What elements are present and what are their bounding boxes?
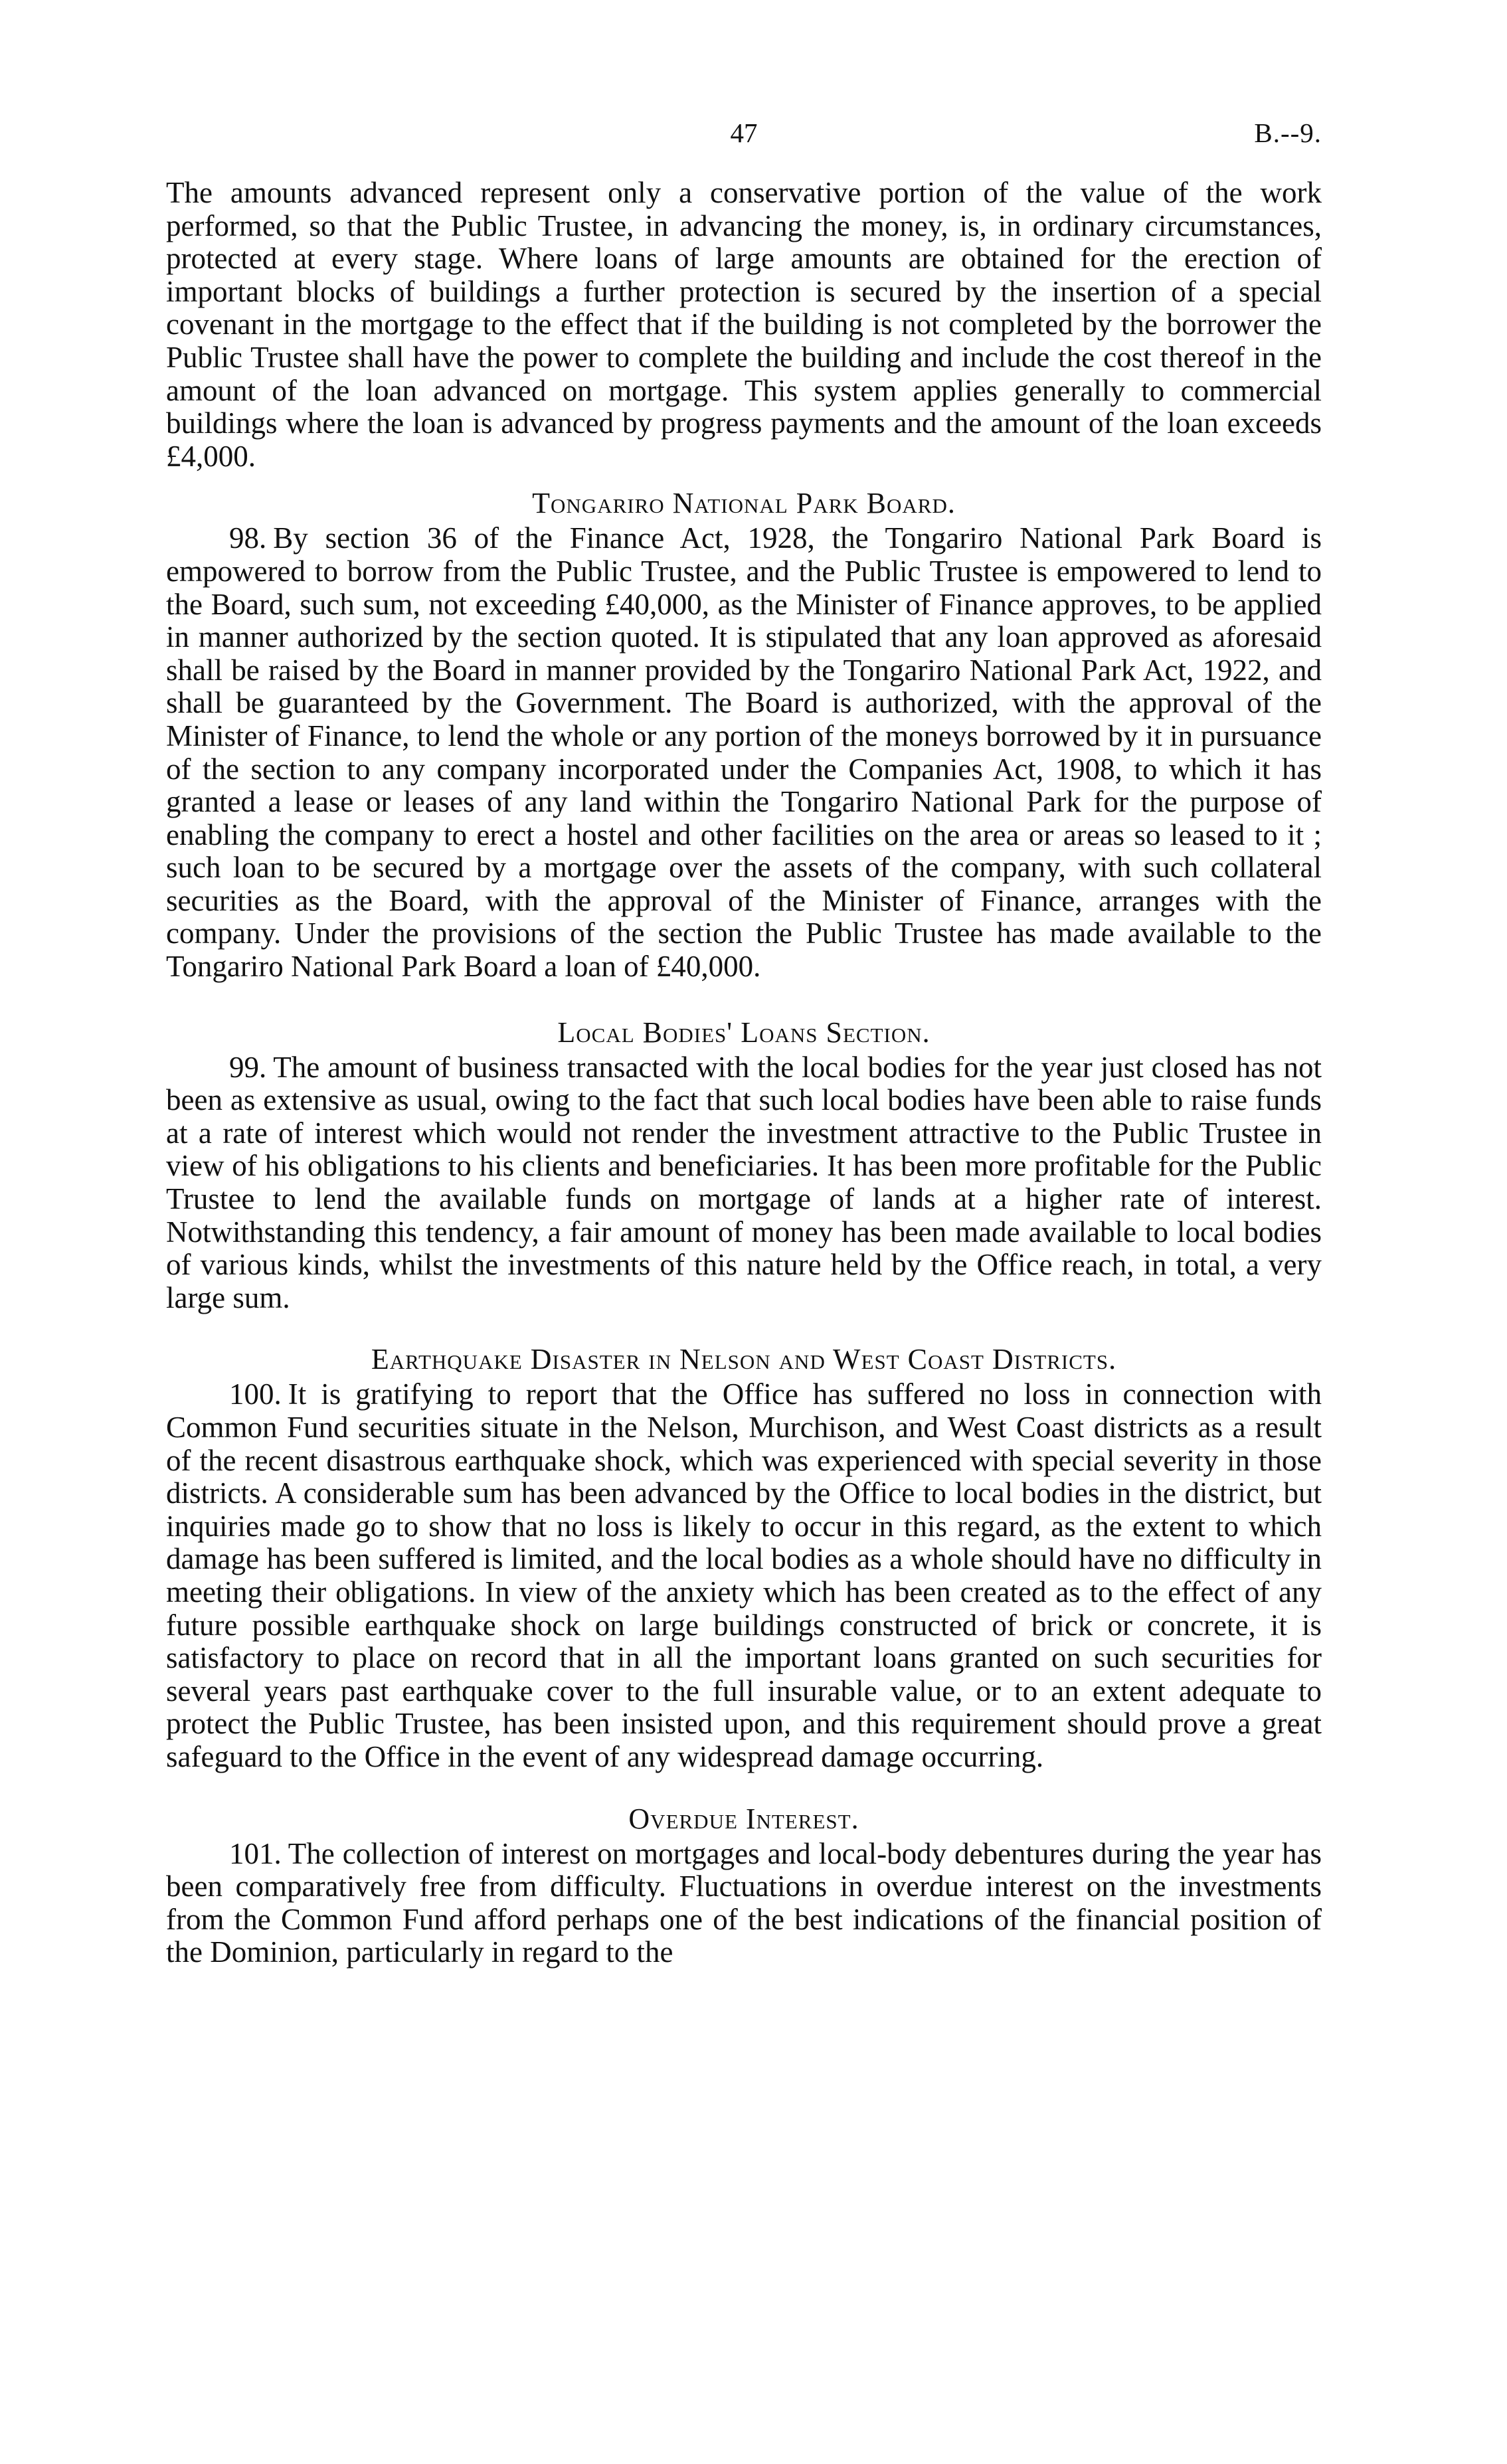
overdue-interest-heading: Overdue Interest. — [628, 1802, 859, 1835]
paragraph-100-number: 100. — [229, 1377, 282, 1411]
document-body — [166, 177, 1322, 1969]
page-header — [166, 113, 1322, 153]
paragraph-98 — [166, 522, 1322, 983]
earthquake-heading: Earthquake Disaster in Nelson and West Coast Districts. — [371, 1343, 1117, 1376]
paragraph-98-number: 98. — [229, 521, 267, 555]
report-code: B.--9. — [1254, 118, 1322, 148]
paragraph-99 — [166, 1051, 1322, 1315]
paragraph-99-number: 99. — [229, 1050, 267, 1084]
page-number: 47 — [730, 118, 758, 148]
paragraph-101-text: The collection of interest on mortgages and local-body debentures during the year has been comparatively free from difficulty. Fluctuations in overdue interest on the investments from the Common Fund afford perhaps one of the best indications of the financial position of the Dominion, particularly in regard to the — [166, 1836, 1322, 1969]
paragraph-98-text: By section 36 of the Finance Act, 1928, the Tongariro National Park Board is empowered to borrow from the Public Trustee, and the Public Trustee is empowered to lend to the Board, such sum, not exceeding £40,000, as the Minister of Finance approves, to be applied in manner authorized by the section quoted. It is stipulated that any loan approved as aforesaid shall be raised by the Board in manner provided by the Tongariro National Park Act, 1922, and shall be guaranteed by the Government. The Board is authorized, with the approval of the Minister of Finance, to lend the whole or any portion of the moneys borrowed by it in pursuance of the section to any company incorporated under the Companies Act, 1908, to which it has granted a lease or leases of any land within the Tongariro National Park for the purpose of enabling the company to erect a hostel and other facilities on the area or areas so leased to it ; such loan to be secured by a mortgage over the assets of the company, with such collateral securities as the Board, with the approval of the Minister of Finance, arranges with the company. Under the provisions of the section the Public Trustee has made available to the Tongariro National Park Board a loan of £40,000. — [166, 521, 1322, 984]
tongariro-heading: Tongariro National Park Board. — [532, 487, 956, 520]
local-bodies-heading: Local Bodies' Loans Section. — [557, 1015, 931, 1049]
paragraph-101 — [166, 1838, 1322, 1969]
paragraph-100 — [166, 1378, 1322, 1773]
paragraph-101-number: 101. — [229, 1836, 282, 1870]
intro-paragraph: The amounts advanced represent only a conservative portion of the value of the work performed, so that the Public Trustee, in advancing the money, is, in ordinary circumstances, protected at every stage. Where loans of large amounts are obtained for the erection of important blocks of buildings a further protection is secured by the insertion of a special covenant in the mortgage to the effect that if the building is not completed by the borrower the Public Trustee shall have the power to complete the building and include the cost thereof in the amount of the loan advanced on mortgage. This system applies generally to commercial buildings where the loan is advanced by progress payments and the amount of the loan exceeds £4,000. — [166, 176, 1322, 473]
paragraph-99-text: The amount of business transacted with the local bodies for the year just closed has not been as extensive as usual, owing to the fact that such local bodies have been able to raise funds at a rate of interest which would not render the investment attractive to the Public Trustee in view of his obligations to his clients and beneficiaries. It has been more profitable for the Public Trustee to lend the available funds on mortgage of lands at a higher rate of interest. Notwithstanding this tendency, a fair amount of money has been made available to local bodies of various kinds, whilst the investments of this nature held by the Office reach, in total, a very large sum. — [166, 1050, 1322, 1314]
paragraph-100-text: It is gratifying to report that the Office has suffered no loss in connection with Common Fund securities situate in the Nelson, Murchison, and West Coast districts as a result of the recent disastrous earthquake shock, which was experienced with special severity in those districts. A considerable sum has been advanced by the Office to local bodies in the district, but inquiries made go to show that no loss is likely to occur in this regard, as the extent to which damage has been suffered is limited, and the local bodies as a whole should have no difficulty in meeting their obligations. In view of the anxiety which has been created as to the effect of any future possible earthquake shock on large buildings constructed of brick or concrete, it is satisfactory to place on record that in all the important loans granted on such securities for several years past earthquake cover to the full insurable value, or to an extent adequate to protect the Public Trustee, has been insisted upon, and this requirement should prove a great safeguard to the Office in the event of any widespread damage occurring. — [166, 1377, 1322, 1773]
